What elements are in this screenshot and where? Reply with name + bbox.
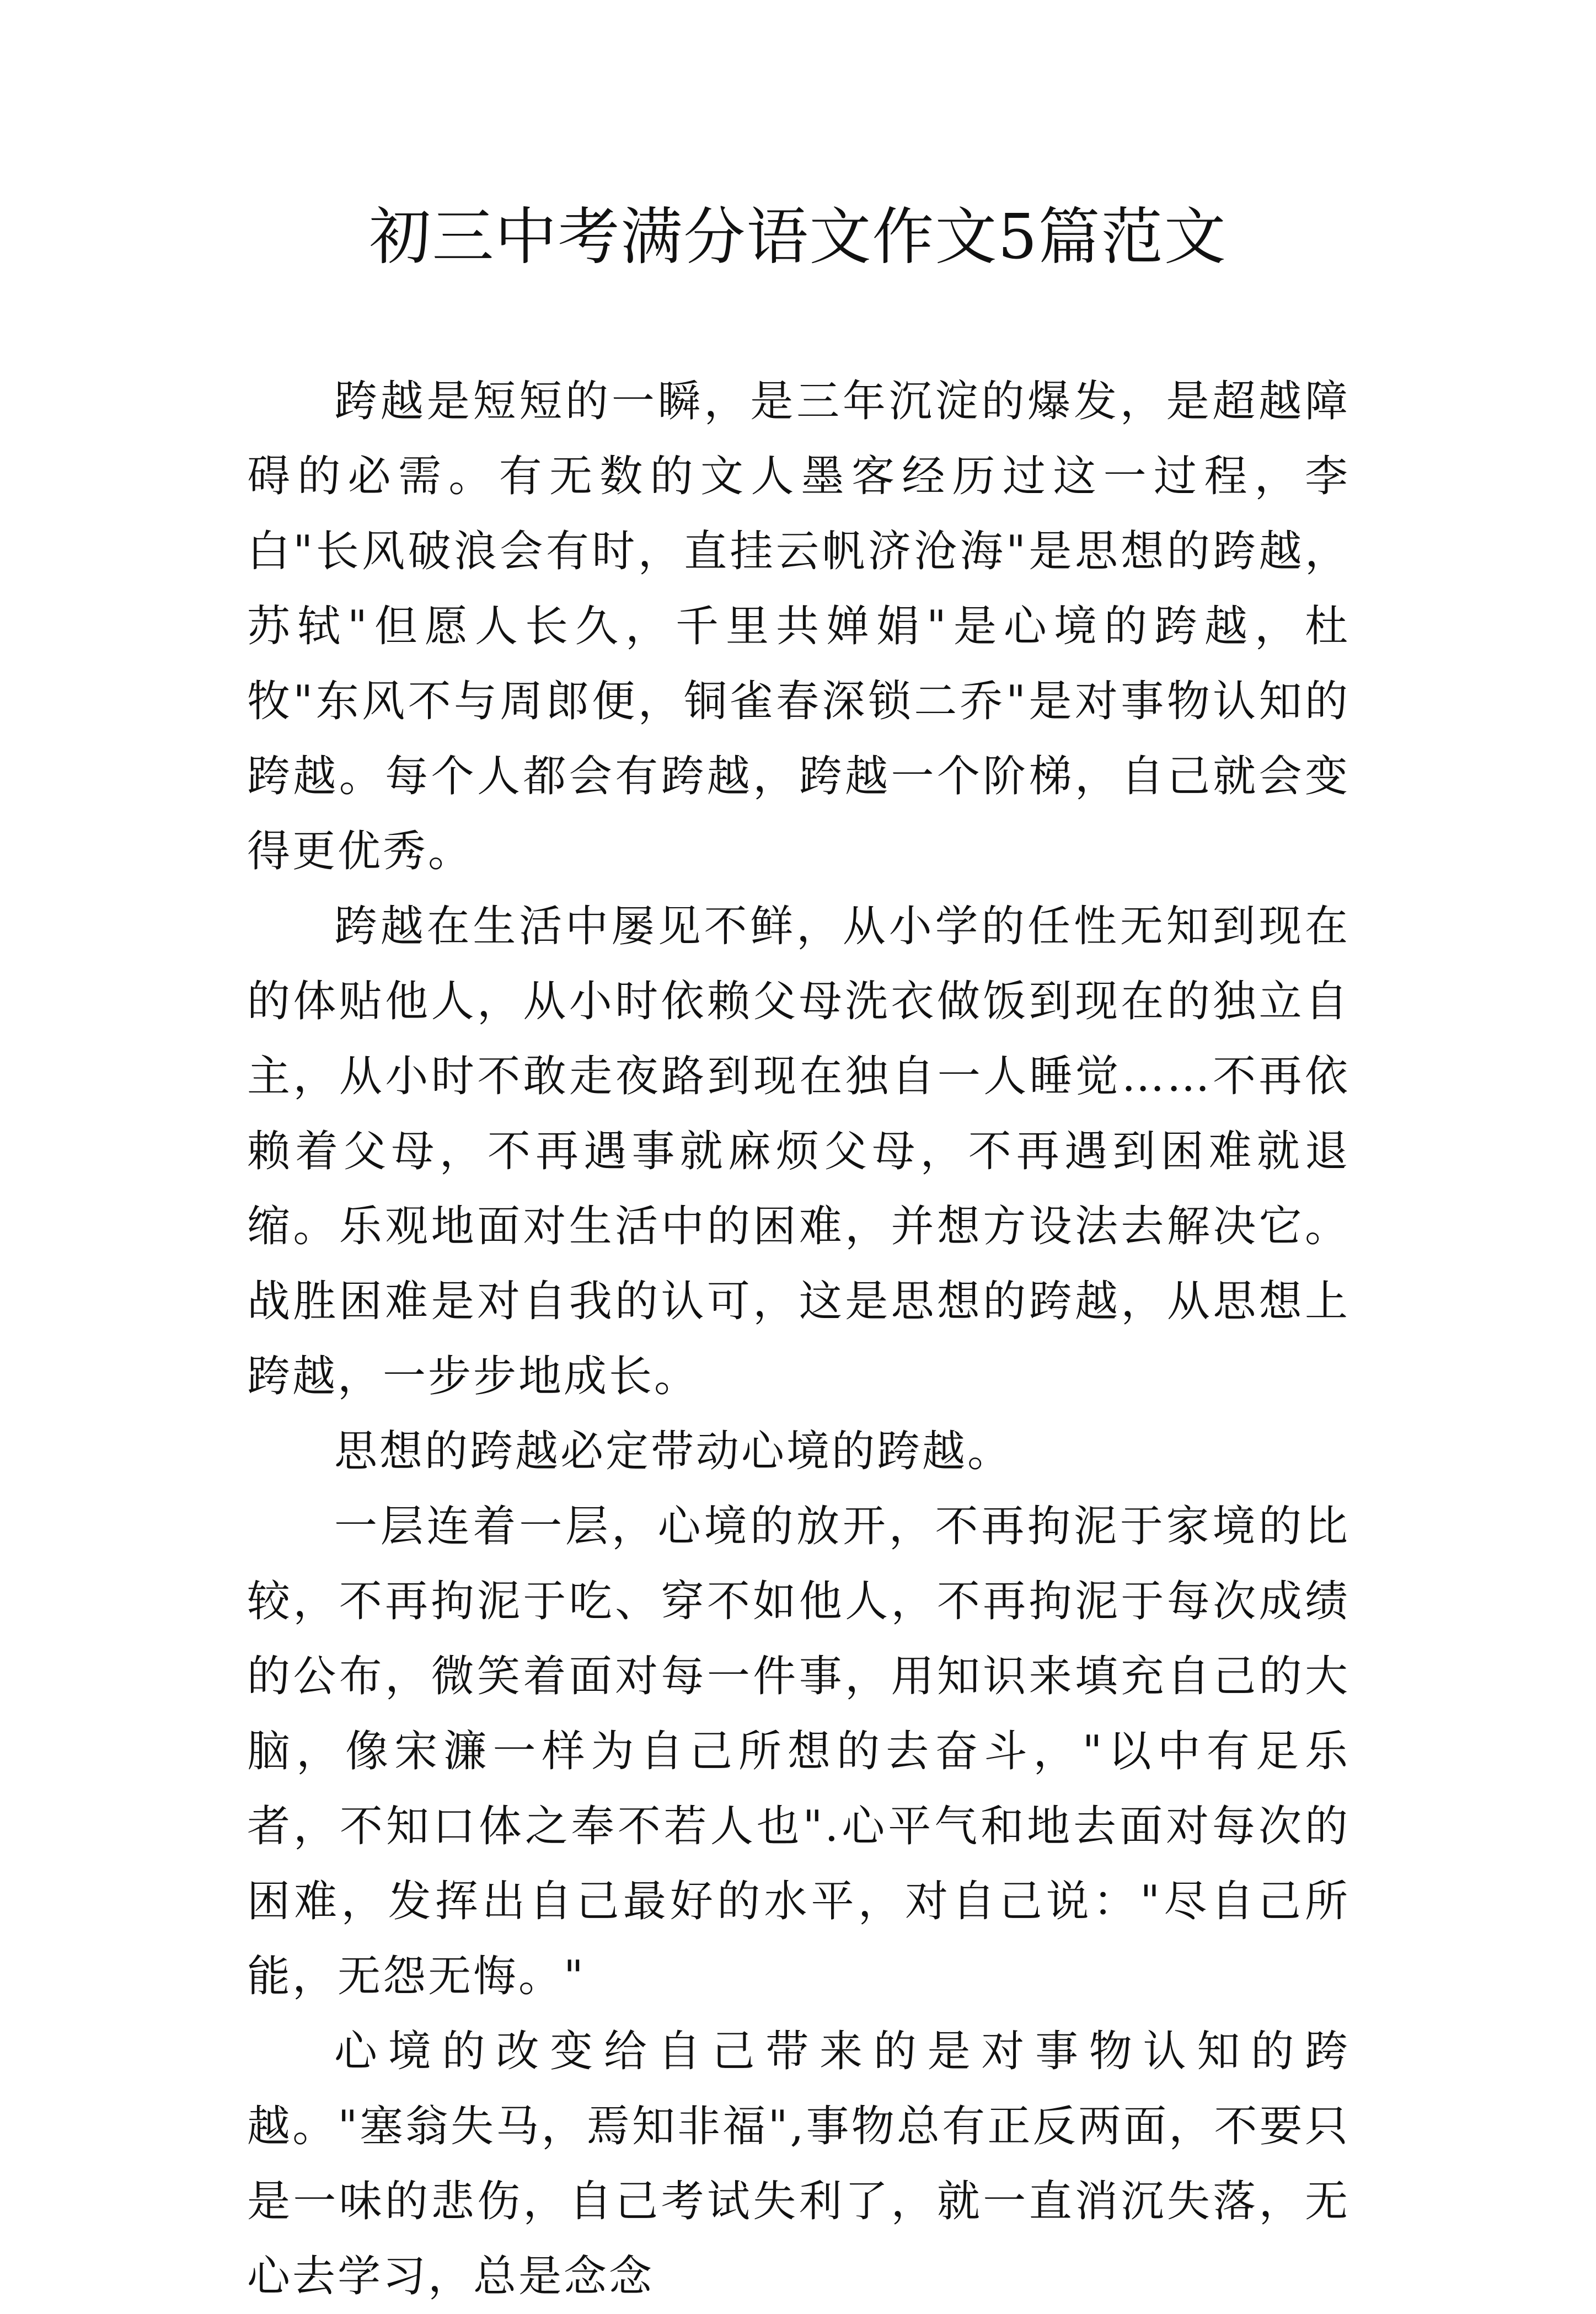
paragraph-4: 一层连着一层，心境的放开，不再拘泥于家境的比较，不再拘泥于吃、穿不如他人，不再拘泥于每次成绩的公布，微笑着面对每一件事，用知识来填充自己的大脑，像宋濂一样为自己所想的去奋斗，"以中有足乐者，不知口体之奉不若人也".心平气和地去面对每次的困难，发挥出自己最好的水平，对自己说："尽自己所能，无怨无悔。" [247, 1502, 1350, 2001]
paragraph-3: 思想的跨越必定带动心境的跨越。 [334, 1427, 1013, 1476]
document-title: 初三中考满分语文作文5篇范文 [369, 201, 1227, 273]
document-body [247, 364, 1350, 2314]
paragraph-2: 跨越在生活中屡见不鲜，从小学的任性无知到现在的体贴他人，从小时依赖父母洗衣做饭到现在的独立自主，从小时不敢走夜路到现在独自一人睡觉……不再依赖着父母，不再遇事就麻烦父母，不再遇到困难就退缩。乐观地面对生活中的困难，并想方设法去解决它。战胜困难是对自我的认可，这是思想的跨越，从思想上跨越，一步步地成长。 [247, 902, 1350, 1401]
paragraph-1: 跨越是短短的一瞬，是三年沉淀的爆发，是超越障碍的必需。有无数的文人墨客经历过这一过程，李白"长风破浪会有时，直挂云帆济沧海"是思想的跨越，苏轼"但愿人长久，千里共婵娟"是心境的跨越，杜牧"东风不与周郎便，铜雀春深锁二乔"是对事物认知的跨越。每个人都会有跨越，跨越一个阶梯，自己就会变得更优秀。 [247, 377, 1350, 876]
paragraph-5: 心境的改变给自己带来的是对事物认知的跨越。"塞翁失马，焉知非福",事物总有正反两面，不要只是一味的悲伤，自己考试失利了，就一直消沉失落，无心去学习，总是念念 [247, 2027, 1350, 2301]
